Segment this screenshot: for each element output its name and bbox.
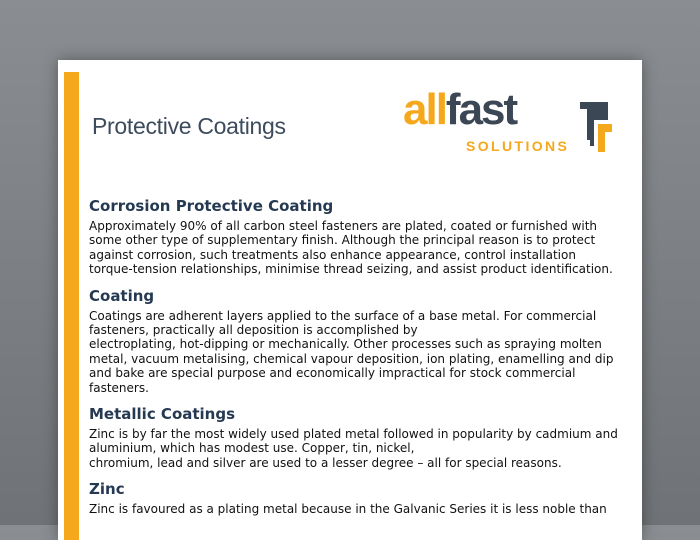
body-line: fasteners.: [89, 380, 149, 395]
logo-subtitle: SOLUTIONS: [466, 138, 570, 154]
company-logo: [403, 85, 623, 160]
body-line: chromium, lead and silver are used to a lesser degree – all for special reasons.: [89, 455, 562, 470]
section-zinc: [89, 479, 619, 516]
section-heading: Corrosion Protective Coating: [89, 197, 334, 215]
body-line: some other type of supplementary finish. Although the principal reason is to protect: [89, 233, 596, 248]
body-line: electroplating, hot-dipping or mechanically. Other processes such as spraying molten: [89, 337, 602, 352]
section-metallic-coatings: [89, 404, 619, 470]
body-line: Zinc is by far the most widely used plated metal followed in popularity by cadmium and: [89, 427, 618, 442]
body-line: fasteners, practically all deposition is accomplished by: [89, 323, 418, 338]
accent-bar: [64, 72, 79, 540]
logo-wordmark: [403, 85, 517, 134]
document-page: [58, 60, 642, 540]
section-corrosion: [89, 196, 619, 277]
body-line: aluminium, which has modest use. Copper, tin, nickel,: [89, 441, 415, 456]
logo-mark-icon: [578, 96, 614, 154]
body-line: and bake are special purpose and economically impractical for stock commercial: [89, 366, 576, 381]
body-line: Approximately 90% of all carbon steel fasteners are plated, coated or furnished with: [89, 219, 598, 233]
body-line: torque-tension relationships, minimise thread seizing, and assist product identification.: [89, 262, 613, 277]
body-line: metal, vacuum metalising, chemical vapour deposition, ion plating, enamelling and dip: [89, 351, 614, 366]
body-line: Coatings are adherent layers applied to the surface of a base metal. For commercial: [89, 308, 597, 323]
section-heading: Metallic Coatings: [89, 405, 236, 424]
logo-word-all: all: [403, 85, 446, 134]
section-heading: Coating: [89, 286, 155, 305]
page-title: Protective Coatings: [92, 113, 286, 139]
section-heading: Zinc: [89, 480, 125, 499]
body-line: Zinc is favoured as a plating metal because in the Galvanic Series it is less noble than: [89, 502, 607, 517]
body-line: against corrosion, such treatments also enhance appearance, control installation: [89, 247, 576, 262]
section-coating: [89, 286, 619, 395]
logo-word-fast: fast: [445, 85, 517, 134]
document-body: [89, 196, 619, 526]
